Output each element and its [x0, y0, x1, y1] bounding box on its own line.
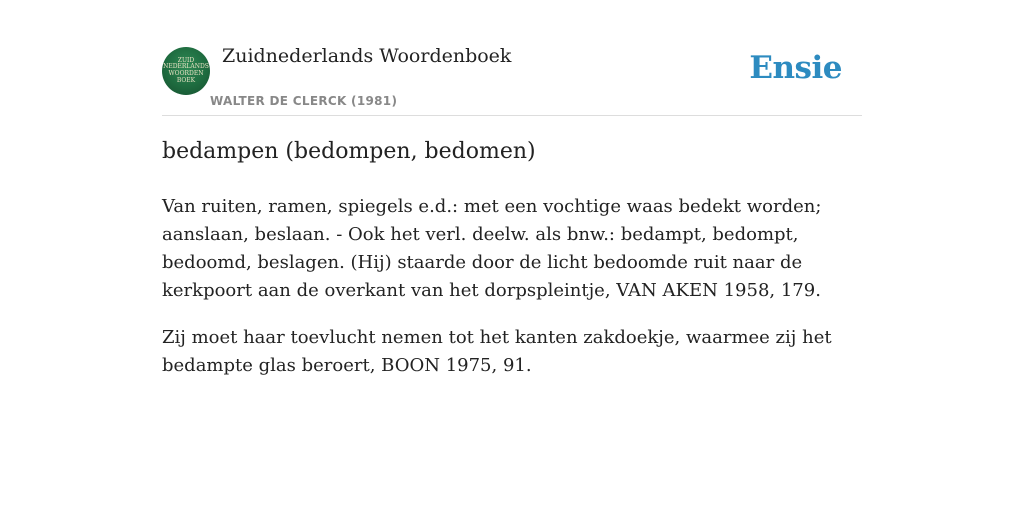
cover-line: NEDERLANDS [163, 63, 209, 71]
entry-headword: bedampen (bedompen, bedomen) [162, 139, 536, 164]
cover-line: ZUID [177, 56, 195, 64]
author-label: WALTER DE CLERCK (1981) [210, 94, 398, 108]
ensie-logo-link[interactable]: Ensie [749, 50, 842, 86]
dictionary-title[interactable]: Zuidnederlands Woordenboek [222, 45, 512, 67]
cover-line: WOORDEN [168, 70, 204, 77]
entry-paragraph: Van ruiten, ramen, spiegels e.d.: met een vochtige waas bedekt worden; aanslaan, beslaan. - Ook het verl. deelw. als bnw.: bedampt, bedompt, bedoomd, beslagen. (Hij) staarde door de licht bedoomde ruit naar de kerkpoort aan de overkant van het dorpspleintje, VAN AKEN 1958, 179. [162, 196, 822, 301]
dictionary-cover-image [162, 47, 210, 95]
entry-content [162, 193, 862, 399]
cover-line: BOEK [176, 76, 196, 84]
entry-paragraph: Zij moet haar toevlucht nemen tot het kanten zakdoekje, waarmee zij het bedampte glas beroert, BOON 1975, 91. [162, 327, 832, 376]
page-header [162, 40, 862, 116]
